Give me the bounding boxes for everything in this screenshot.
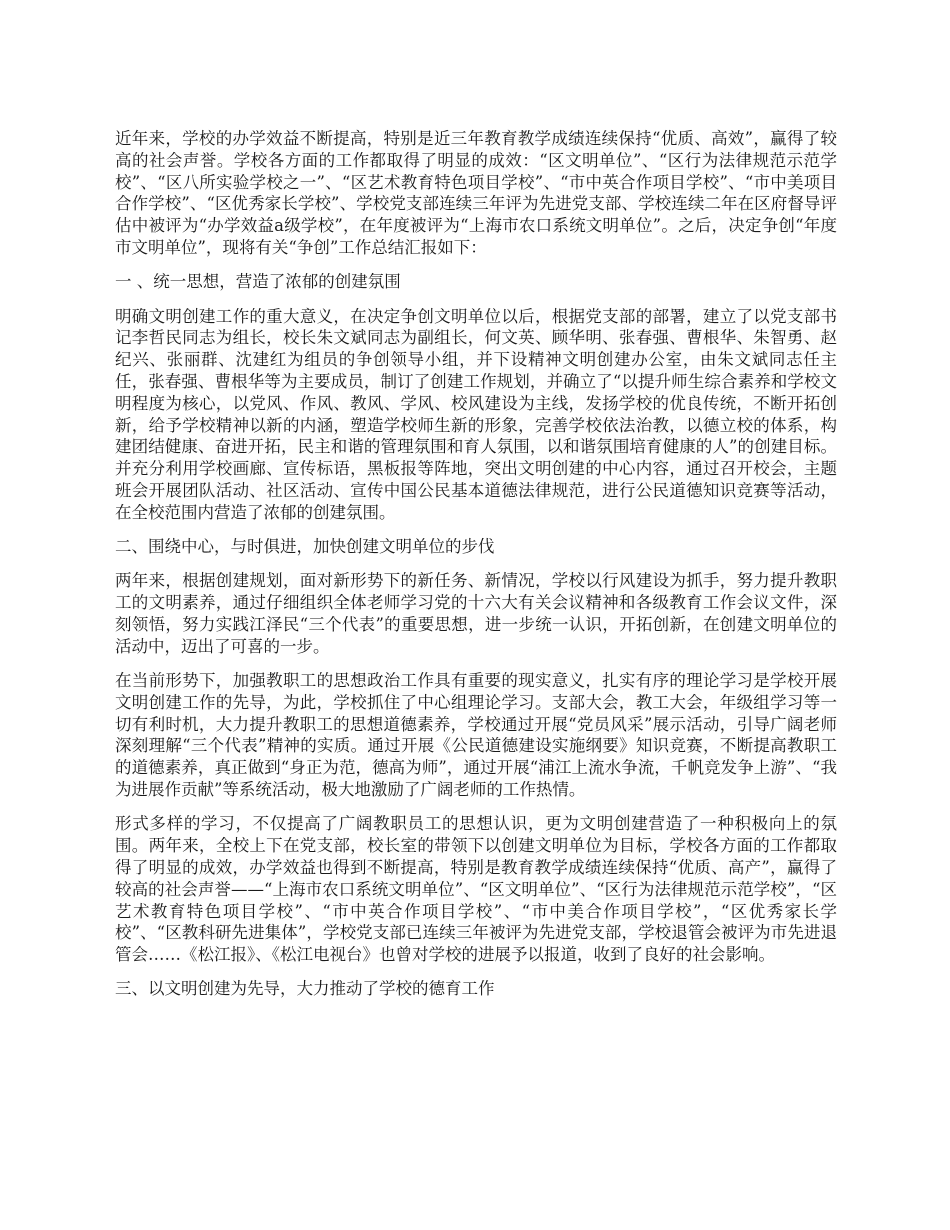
- section-2-paragraph-2: 在当前形势下，加强教职工的思想政治工作具有重要的现实意义，扎实有序的理论学习是学校开展文明创建工作的先导，为此，学校抓住了中心组理论学习。支部大会，教工大会，年级组学习等一切有利时机，大力提升教职工的思想道德素养，学校通过开展“党员风采”展示活动，引导广阔老师深刻理解“三个代表”精神的实质。通过开展《公民道德建设实施纲要》知识竞赛，不断提高教职工的道德素养，真正做到“身正为范，德高为师”，通过开展“浦江上流水争流，千帆竞发争上游”、“我为进展作贡献”等系统活动，极大地激励了广阔老师的工作热情。: [115, 671, 837, 800]
- section-heading-3: 三、以文明创建为先导，大力推动了学校的德育工作: [115, 979, 495, 999]
- section-2-paragraph-1: 两年来，根据创建规划，面对新形势下的新任务、新情况，学校以行风建设为抓手，努力提升教职工的文明素养，通过仔细组织全体老师学习党的十六大有关会议精神和各级教育工作会议文件，深刻领悟，努力实践江泽民“三个代表”的重要思想，进一步统一认识，开拓创新，在创建文明单位的活动中，迈出了可喜的一步。: [115, 571, 837, 656]
- section-heading-2: 二、围绕中心，与时俱进，加快创建文明单位的步伐: [115, 537, 495, 557]
- section-2-paragraph-3: 形式多样的学习，不仅提高了广阔教职员工的思想认识，更为文明创建营造了一种积极向上的氛围。两年来，全校上下在党支部，校长室的带领下以创建文明单位为目标，学校各方面的工作都取得了明显的成效，办学效益也得到不断提高，特别是教育教学成绩连续保持“优质、高产”，赢得了较高的社会声誉——“上海市农口系统文明单位”、“区文明单位”、“区行为法律规范示范学校”，“区艺术教育特色项目学校”、“市中英合作项目学校”、“市中美合作项目学校”，“区优秀家长学校”、“区教科研先进集体”，学校党支部已连续三年被评为先进党支部，学校退管会被评为市先进退管会……《松江报》、《松江电视台》也曾对学校的进展予以报道，收到了良好的社会影响。: [115, 814, 837, 965]
- intro-paragraph: 近年来，学校的办学效益不断提高，特别是近三年教育教学成绩连续保持“优质、高效”，赢得了较高的社会声誉。学校各方面的工作都取得了明显的成效：“区文明单位”、“区行为法律规范示范学校”、“区八所实验学校之一”、“区艺术教育特色项目学校”、“市中英合作项目学校”、“市中美项目合作学校”、“区优秀家长学校”、学校党支部连续三年评为先进党支部、学校连续二年在区府督导评估中被评为“办学效益a级学校”，在年度被评为“上海市农口系统文明单位”。之后，决定争创“年度市文明单位”，现将有关“争创”工作总结汇报如下：: [115, 129, 837, 257]
- section-heading-1: 一 、统一思想，营造了浓郁的创建氛围: [115, 272, 401, 292]
- document-body: [115, 128, 837, 1013]
- section-1-paragraph: 明确文明创建工作的重大意义，在决定争创文明单位以后，根据党支部的部署，建立了以党支部书记李哲民同志为组长，校长朱文斌同志为副组长，何文英、顾华明、张春强、曹根华、朱智勇、赵纪兴、张丽群、沈建红为组员的争创领导小组，并下设精神文明创建办公室，由朱文斌同志任主任，张春强、曹根华等为主要成员，制订了创建工作规划，并确立了“以提升师生综合素养和学校文明程度为核心，以党风、作风、教风、学风、校风建设为主线，发扬学校的优良传统，不断开拓创新，给予学校精神以新的内涵，塑造学校师生新的形象，完善学校依法治教，以德立校的体系，构建团结健康、奋进开拓，民主和谐的管理氛围和育人氛围，以和谐氛围培育健康的人”的创建目标。并充分利用学校画廊、宣传标语，黑板报等阵地，突出文明创建的中心内容，通过召开校会，主题班会开展团队活动、社区活动、宣传中国公民基本道德法律规范，进行公民道德知识竞赛等活动，在全校范围内营造了浓郁的创建氛围。: [115, 306, 837, 522]
